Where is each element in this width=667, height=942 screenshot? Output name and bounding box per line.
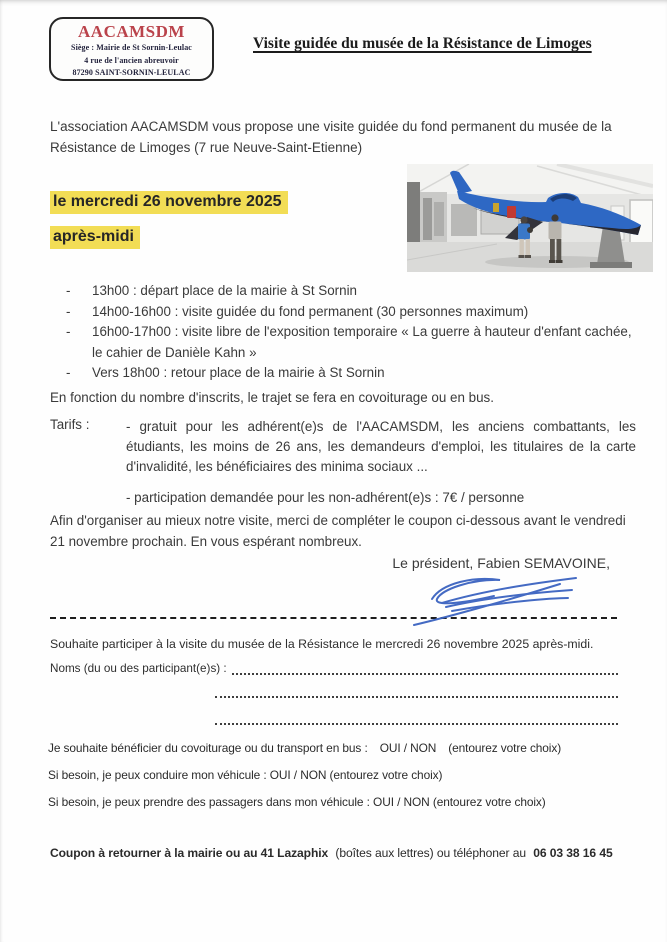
coupon-participate-line: Souhaite participer à la visite du musée de la Résistance le mercredi 26 novembre 2025 après-midi. [50,637,594,651]
event-date-line [50,191,288,214]
dash-bullet: - [66,324,71,339]
dash-bullet: - [66,303,71,319]
tarif-paid-item: - participation demandée pour les non-adhérent(e)s : 7€ / personne [126,490,525,505]
document-title: Visite guidée du musée de la Résistance de Limoges [253,35,592,52]
tarifs-items [126,417,636,505]
association-address-line-1: Siège : Mairie de St Sornin-Leulac [71,43,192,52]
association-name: AACAMSDM [78,22,185,41]
closing-paragraph: Afin d'organiser au mieux notre visite, merci de compléter le coupon ci-dessous avant le vendredi 21 novembre prochain. En vous espérant nombreux. [50,513,626,549]
names-label: Noms (du ou des participant(e)s) : [50,662,227,675]
schedule-list [66,281,641,384]
event-time-line [50,226,140,249]
president-signature [408,569,590,627]
tarif-free-item: - gratuit pour les adhérent(e)s de l'AACAMSDM, les anciens combattants, les étudiants, les moins de 26 ans, les demandeurs d'emploi, les titulaires de la carte d'invalidité, les bénéficiaires des minima sociaux ... [126,419,636,474]
president-line: Le président, Fabien SEMAVOINE, [392,555,610,571]
museum-photo-illustration [407,164,653,272]
return-address-bold: Coupon à retourner à la mairie ou au 41 Lazaphix [50,846,329,860]
transport-note: En fonction du nombre d'inscrits, le trajet se fera en covoiturage ou en bus. [50,390,494,405]
highlighted-date: le mercredi 26 novembre 2025 [50,191,288,214]
schedule-item: - 16h00-17h00 : visite libre de l'exposition temporaire « La guerre à hauteur d'enfant cachée, le cahier de Danièle Kahn » [66,322,641,363]
mailbox-note: (boîtes aux lettres) ou téléphoner au [335,846,526,860]
names-fill-line-2 [215,686,618,698]
dash-bullet: - [66,283,71,298]
names-fill-line-3 [215,713,618,725]
highlighted-time: après-midi [50,226,140,249]
schedule-item: - 13h00 : départ place de la mairie à St Sornin [66,281,641,302]
phone-number: 06 03 38 16 45 [533,846,613,860]
tarifs-label: Tarifs : [50,417,90,432]
association-address-line-2: 4 rue de l'ancien abreuvoir [84,55,179,65]
tarifs-section [50,417,636,505]
names-field-row [50,662,618,675]
question-transport: Je souhaite bénéficier du covoiturage ou du transport en bus : OUI / NON (entourez votre choix) [48,741,562,755]
circle-choice-hint: (entourez votre choix) [448,741,562,755]
intro-paragraph: L'association AACAMSDM vous propose une visite guidée du fond permanent du musée de la Résistance de Limoges (7 rue Neuve-Saint-Etienne) [50,119,612,155]
names-fill-line-1 [232,662,618,675]
question-take-passengers: Si besoin, je peux prendre des passagers dans mon véhicule : OUI / NON (entourez votre choix) [48,795,546,809]
association-header-box [49,17,214,81]
museum-airplane-photo [407,164,653,272]
schedule-item: - Vers 18h00 : retour place de la mairie à St Sornin [66,363,641,384]
association-address-line-3: 87290 SAINT-SORNIN-LEULAC [72,68,191,77]
coupon-return-instructions [50,846,640,860]
question-can-drive: Si besoin, je peux conduire mon véhicule : OUI / NON (entourez votre choix) [48,768,443,782]
schedule-item: - 14h00-16h00 : visite guidée du fond permanent (30 personnes maximum) [66,302,641,323]
oui-non-choice: OUI / NON [379,741,437,755]
airplane-red-marking [507,206,516,218]
dash-bullet: - [66,365,71,380]
